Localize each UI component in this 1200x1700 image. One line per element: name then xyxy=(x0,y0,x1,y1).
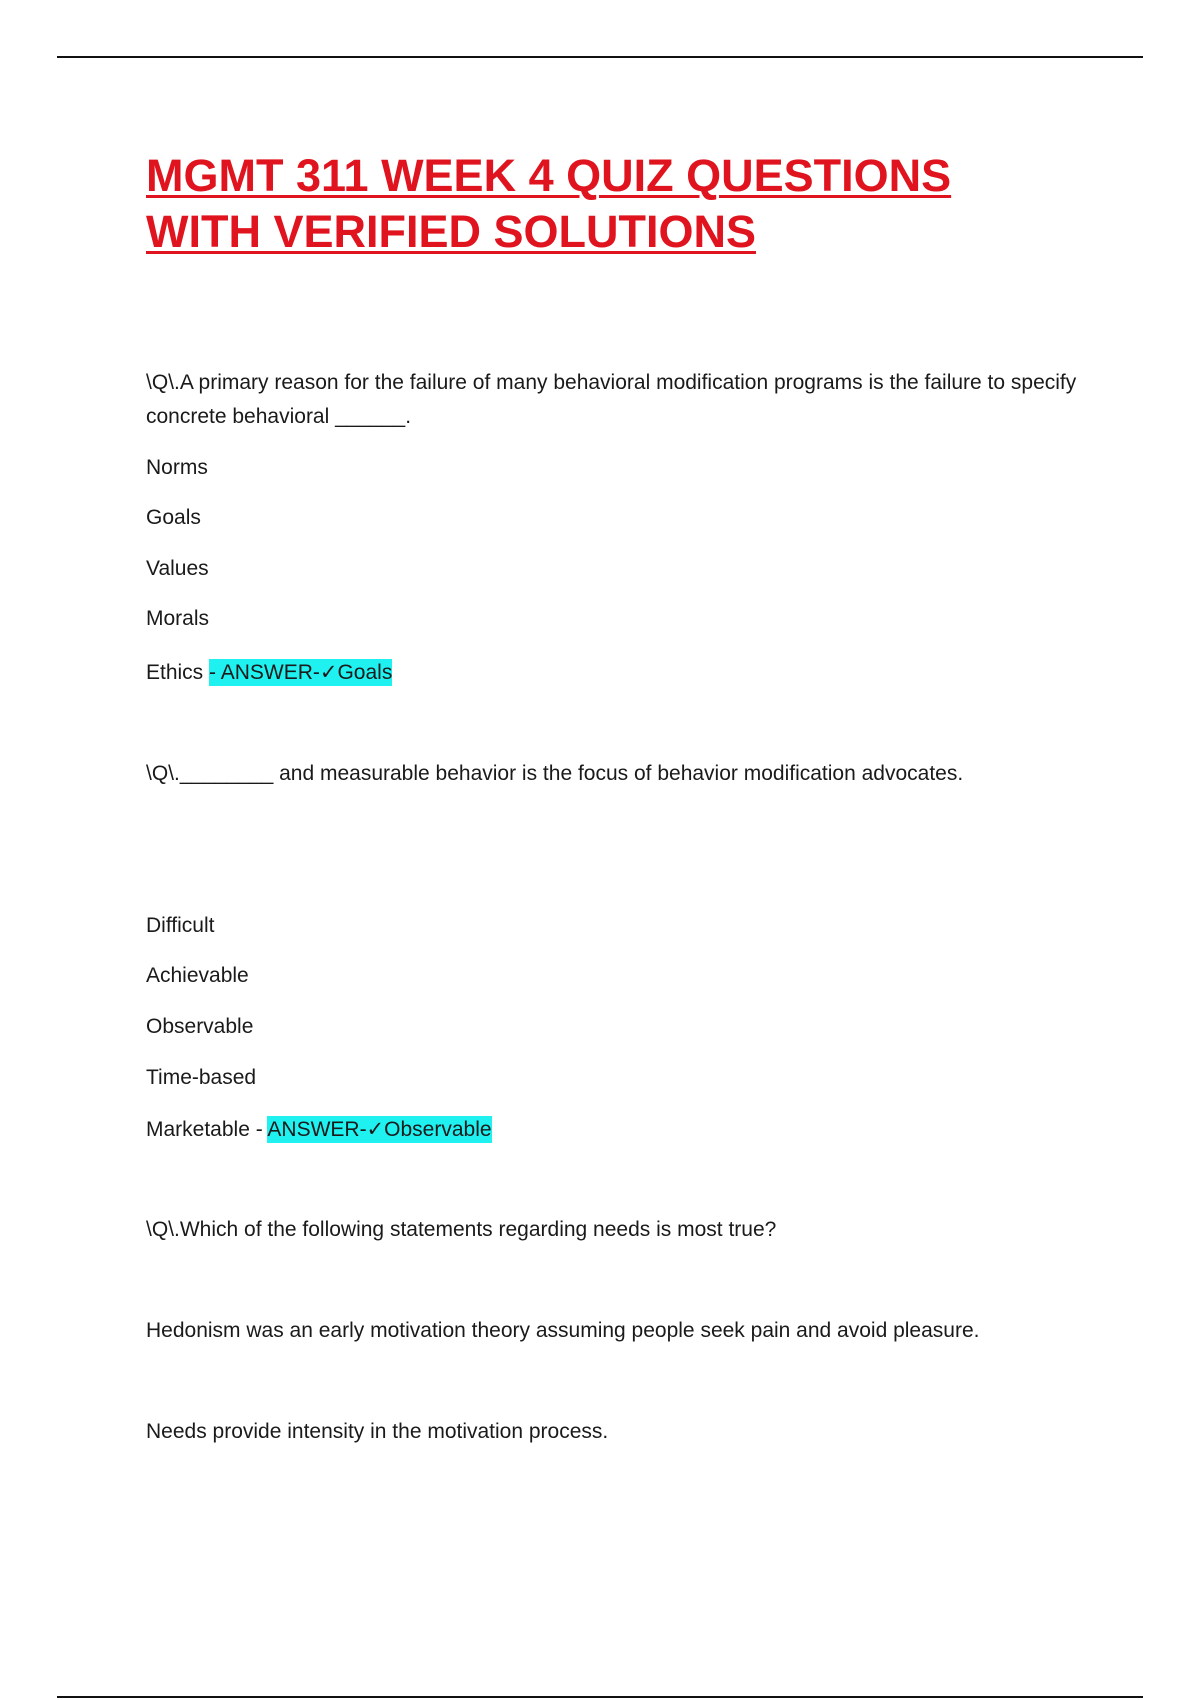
question-1-option-3: Values xyxy=(146,557,209,580)
question-2-option-3: Observable xyxy=(146,1015,254,1038)
question-3-option-1: Hedonism was an early motivation theory assuming people seek pain and avoid pleasure. xyxy=(146,1319,980,1342)
question-2-option-2: Achievable xyxy=(146,964,249,987)
header-rule xyxy=(57,56,1143,58)
footer-rule xyxy=(57,1696,1143,1698)
question-1-text: \Q\.A primary reason for the failure of many behavioral modification programs is the failure to specify concrete behavioral ______. xyxy=(146,371,1077,428)
question-2-option-5-row xyxy=(146,1113,492,1147)
question-2-option-1: Difficult xyxy=(146,914,215,937)
question-2-text: \Q\.________ and measurable behavior is the focus of behavior modification advocates. xyxy=(146,762,964,785)
question-1-answer: - ANSWER-✓Goals xyxy=(209,661,393,684)
question-1-option-4: Morals xyxy=(146,607,210,630)
question-3-text: \Q\.Which of the following statements regarding needs is most true? xyxy=(146,1218,777,1241)
question-2-answer: ANSWER-✓Observable xyxy=(267,1118,492,1141)
question-2-option-4: Time-based xyxy=(146,1066,257,1089)
question-3-option-2: Needs provide intensity in the motivation process. xyxy=(146,1420,609,1443)
question-1-option-5-row xyxy=(146,656,392,690)
document-title xyxy=(146,148,1086,260)
title-line-1: MGMT 311 WEEK 4 QUIZ QUESTIONS xyxy=(146,150,952,201)
question-1-option-1: Norms xyxy=(146,456,208,479)
question-2-option-5: Marketable - xyxy=(146,1118,268,1141)
question-1-option-5: Ethics xyxy=(146,661,204,684)
title-line-2: WITH VERIFIED SOLUTIONS xyxy=(146,206,757,257)
question-1-option-2: Goals xyxy=(146,506,201,529)
